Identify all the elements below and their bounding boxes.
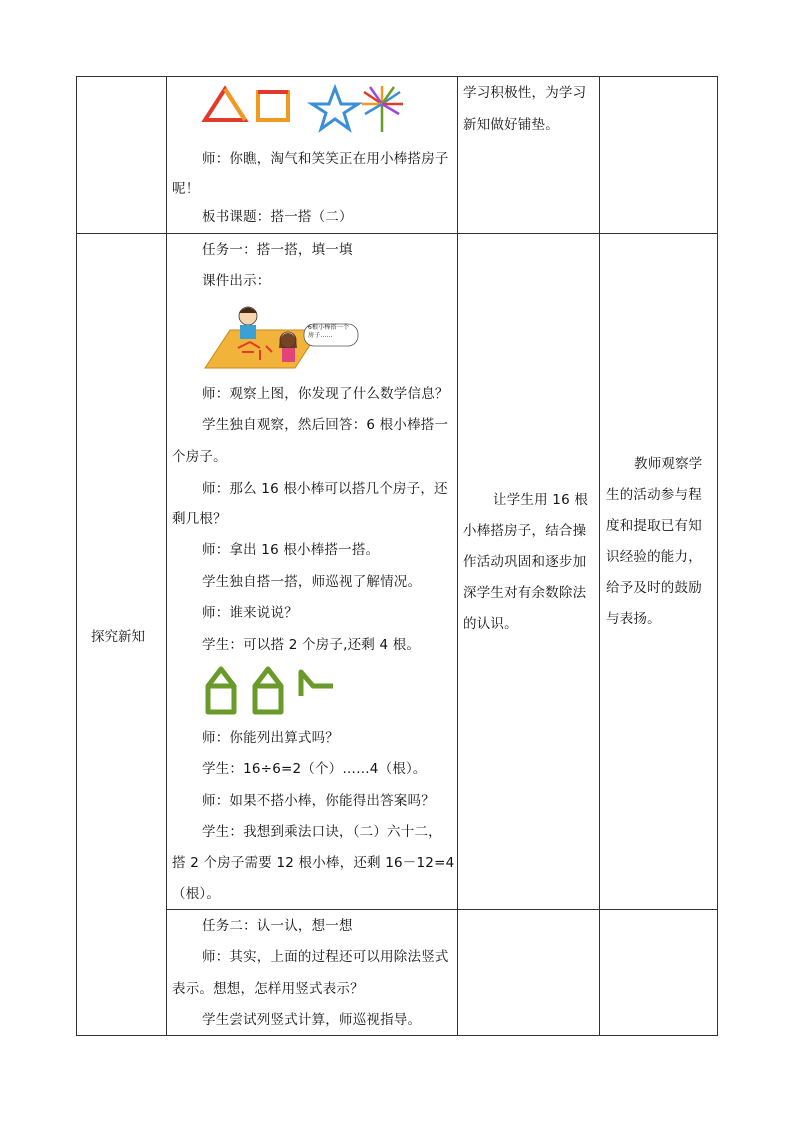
col-divider — [457, 76, 458, 1036]
dialog-line: 师：那么 16 根小棒可以搭几个房子，还 — [202, 481, 448, 497]
row-divider — [166, 909, 718, 910]
evaluation-line: 教师观察学 — [634, 456, 703, 472]
dialog-line: 师：其实，上面的过程还可以用除法竖式 — [202, 949, 449, 965]
dialog-line: 学生独自观察，然后回答：6 根小棒搭一 — [202, 417, 449, 433]
dialog-line: 剩几根？ — [172, 511, 227, 527]
row1-line: 师：你瞧，淘气和笑笑正在用小棒搭房子 — [202, 151, 449, 167]
evaluation-line: 与表扬。 — [606, 611, 661, 627]
design-intent-line: 学习积极性，为学习 — [463, 85, 587, 101]
evaluation-line: 度和提取已有知 — [606, 518, 702, 534]
dialog-line: 师：观察上图，你发现了什么数学信息？ — [202, 386, 449, 402]
task1-title: 任务一：搭一搭，填一填 — [202, 242, 353, 258]
row-divider — [76, 233, 718, 234]
dialog-line: 学生：我想到乘法口诀，（二）六十二， — [202, 824, 442, 840]
dialog-line: 个房子。 — [172, 449, 227, 465]
speech-bubble-text: 6根小棒搭一个 — [308, 324, 350, 331]
dialog-line: 学生独自搭一搭，师巡视了解情况。 — [202, 574, 422, 590]
design-intent-line: 小棒搭房子，结合操 — [463, 523, 587, 539]
stick-shapes-figure — [200, 84, 440, 134]
design-intent-line: 深学生对有余数除法 — [463, 585, 587, 601]
dialog-line: 搭 2 个房子需要 12 根小棒，还剩 16－12=4 — [172, 855, 455, 871]
task2-title: 任务二：认一认，想一想 — [202, 918, 353, 934]
row1-line: 板书课题：搭一搭（二） — [202, 209, 353, 225]
stick-houses-figure — [203, 664, 343, 716]
col-divider — [599, 76, 600, 1036]
col-divider — [166, 76, 167, 1036]
design-intent-line: 让学生用 16 根 — [493, 492, 589, 508]
dialog-line: （根）。 — [172, 886, 221, 902]
dialog-line: 学生：可以搭 2 个房子,还剩 4 根。 — [202, 637, 421, 653]
row1-line: 呢！ — [172, 181, 200, 197]
evaluation-line: 生的活动参与程 — [606, 487, 702, 503]
design-intent-line: 作活动巩固和逐步加 — [463, 554, 587, 570]
dialog-line: 师：你能列出算式吗？ — [202, 730, 339, 746]
design-intent-line: 的认识。 — [463, 616, 518, 632]
design-intent-line: 新知做好铺垫。 — [463, 117, 559, 133]
evaluation-line: 给予及时的鼓励 — [606, 580, 702, 596]
dialog-line: 学生尝试列竖式计算，师巡视指导。 — [202, 1012, 422, 1028]
section-label: 探究新知 — [91, 629, 145, 645]
dialog-line: 师：拿出 16 根小棒搭一搭。 — [202, 542, 380, 558]
dialog-line: 表示。想想，怎样用竖式表示？ — [172, 981, 364, 997]
courseware-illustration — [200, 300, 360, 370]
evaluation-line: 识经验的能力， — [606, 549, 702, 565]
dialog-line: 师：如果不搭小棒，你能得出答案吗？ — [202, 793, 435, 809]
dialog-line: 学生：16÷6=2（个）……4（根）。 — [202, 761, 427, 777]
courseware-label: 课件出示： — [202, 273, 271, 289]
speech-bubble-text: 房子…… — [308, 332, 333, 339]
dialog-line: 师：谁来说说？ — [202, 605, 298, 621]
